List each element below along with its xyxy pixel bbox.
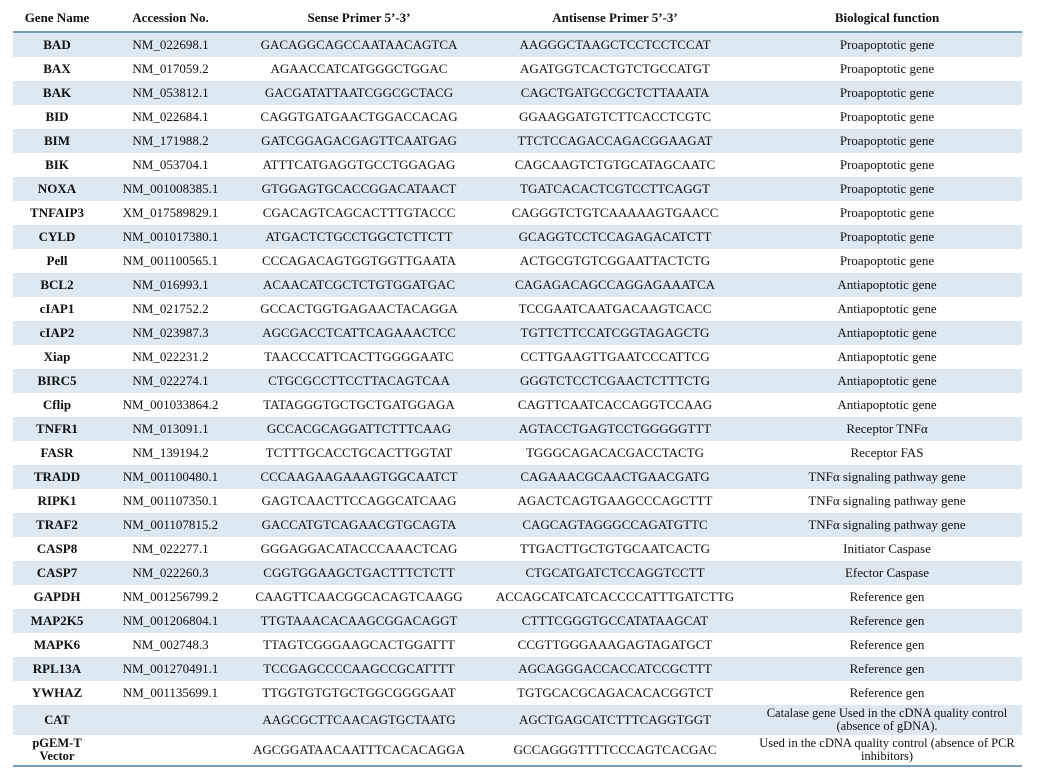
sense-primer-cell: AGAACCATCATGGGCTGGAC — [270, 61, 448, 76]
accession-cell: NM_017059.2 — [132, 61, 209, 76]
table-row — [13, 585, 1022, 609]
gene-name-cell: cIAP1 — [39, 301, 75, 316]
gene-name-cell: CASP7 — [13, 561, 101, 585]
function-cell: Receptor TNFα — [752, 417, 1022, 441]
antisense-primer-cell: CAGCAAGTCTGTGCATAGCAATC — [514, 157, 716, 172]
accession-cell: NM_001008385.1 — [101, 177, 240, 201]
function-cell: Proapoptotic gene — [839, 205, 935, 220]
table-row — [13, 369, 1022, 393]
accession-cell: NM_053704.1 — [132, 157, 209, 172]
table-header — [13, 4, 1022, 32]
accession-cell: NM_001270491.1 — [101, 657, 240, 681]
table-row — [13, 129, 1022, 153]
gene-name-cell: pGEM-T Vector — [13, 735, 101, 766]
gene-name-cell: BID — [45, 109, 69, 124]
sense-primer-cell: ACAACATCGCTCTGTGGATGAC — [240, 273, 478, 297]
gene-name-cell: TNFAIP3 — [30, 205, 84, 220]
sense-primer-cell: AGCGGATAACAATTTCACACAGGA — [240, 735, 478, 766]
header-row — [13, 4, 1022, 32]
accession-cell: NM_001135699.1 — [122, 685, 219, 700]
table-row — [13, 321, 1022, 345]
antisense-primer-cell: AGATGGTCACTGTCTGCCATGT — [520, 61, 710, 76]
accession-cell: NM_022260.3 — [101, 561, 240, 585]
table-row — [13, 57, 1022, 81]
sense-primer-cell: TTGTAAACACAAGCGGACAGGT — [240, 609, 478, 633]
function-cell: Reference gen — [849, 685, 925, 700]
table-row — [13, 657, 1022, 681]
sense-primer-cell: TTGGTGTGTGCTGGCGGGGAAT — [262, 685, 456, 700]
antisense-primer-cell: AGTACCTGAGTCCTGGGGGTTT — [478, 417, 752, 441]
gene-name-cell: YWHAZ — [31, 685, 83, 700]
function-cell: Proapoptotic gene — [752, 81, 1022, 105]
gene-name-cell: RPL13A — [13, 657, 101, 681]
antisense-primer-cell: CAGTTCAATCACCAGGTCCAAG — [517, 397, 713, 412]
function-cell: Catalase gene Used in the cDNA quality control (absence of gDNA). — [752, 705, 1022, 735]
function-cell: Proapoptotic gene — [839, 109, 935, 124]
accession-cell: NM_022698.1 — [101, 32, 240, 57]
antisense-primer-cell: GCCAGGGTTTTCCCAGTCACGAC — [478, 735, 752, 766]
function-cell: Antiapoptotic gene — [752, 369, 1022, 393]
antisense-primer-cell: AGCTGAGCATCTTTCAGGTGGT — [478, 705, 752, 735]
sense-primer-cell: GCCACGCAGGATTCTTTCAAG — [240, 417, 478, 441]
table-row — [13, 609, 1022, 633]
sense-primer-cell: CCCAAGAAGAAAGTGGCAATCT — [240, 465, 478, 489]
function-cell: Proapoptotic gene — [752, 32, 1022, 57]
gene-name-cell: FASR — [40, 445, 74, 460]
sense-primer-cell: CGACAGTCAGCACTTTGTACCC — [262, 205, 456, 220]
accession-cell: NM_053812.1 — [101, 81, 240, 105]
sense-primer-cell: GACCATGTCAGAACGTGCAGTA — [240, 513, 478, 537]
table-row — [13, 561, 1022, 585]
table-row — [13, 393, 1022, 417]
antisense-primer-cell: AAGGGCTAAGCTCCTCCTCCAT — [478, 32, 752, 57]
function-cell: Antiapoptotic gene — [837, 349, 937, 364]
header-accession: Accession No. — [101, 4, 240, 32]
antisense-primer-cell: GCAGGTCCTCCAGAGACATCTT — [478, 225, 752, 249]
function-cell: Proapoptotic gene — [752, 129, 1022, 153]
antisense-primer-cell: CAGCAGTAGGGCCAGATGTTC — [478, 513, 752, 537]
accession-cell: NM_022274.1 — [101, 369, 240, 393]
antisense-primer-cell: CCGTTGGGAAAGAGTAGATGCT — [517, 637, 713, 652]
gene-name-cell: BAX — [43, 61, 71, 76]
function-cell: Proapoptotic gene — [839, 61, 935, 76]
function-cell: Reference gen — [752, 657, 1022, 681]
header-antisense-primer: Antisense Primer 5’-3’ — [478, 4, 752, 32]
sense-primer-cell: CAAGTTCAACGGCACAGTCAAGG — [255, 589, 463, 604]
accession-cell: NM_022277.1 — [132, 541, 209, 556]
function-cell: Antiapoptotic gene — [752, 321, 1022, 345]
accession-cell: NM_001100565.1 — [122, 253, 219, 268]
gene-name-cell: TNFR1 — [13, 417, 101, 441]
gene-name-cell: Pell — [46, 253, 68, 268]
gene-name-cell: BIRC5 — [13, 369, 101, 393]
accession-cell: NM_001033864.2 — [122, 397, 219, 412]
primer-table — [13, 4, 1022, 767]
sense-primer-cell: TCTTTGCACCTGCACTTGGTAT — [265, 445, 453, 460]
header-gene-name: Gene Name — [13, 4, 101, 32]
accession-cell — [101, 705, 240, 735]
table-row — [13, 441, 1022, 465]
table-row — [13, 633, 1022, 657]
accession-cell: NM_016993.1 — [101, 273, 240, 297]
gene-name-cell: BIM — [13, 129, 101, 153]
accession-cell: NM_001107350.1 — [122, 493, 219, 508]
antisense-primer-cell: GGAAGGATGTCTTCACCTCGTC — [518, 109, 712, 124]
function-cell: Proapoptotic gene — [752, 225, 1022, 249]
function-cell: TNFα signaling pathway gene — [808, 493, 966, 508]
antisense-primer-cell: CCTTGAAGTTGAATCCCATTCG — [520, 349, 710, 364]
sense-primer-cell: GTGGAGTGCACCGGACATAACT — [240, 177, 478, 201]
sense-primer-cell: TATAGGGTGCTGCTGATGGAGA — [263, 397, 455, 412]
sense-primer-cell: GCCACTGGTGAGAACTACAGGA — [260, 301, 458, 316]
table-row — [13, 705, 1022, 735]
gene-name-cell: MAP2K5 — [13, 609, 101, 633]
accession-cell: NM_021752.2 — [132, 301, 209, 316]
function-cell: Proapoptotic gene — [839, 157, 935, 172]
gene-name-cell: BCL2 — [13, 273, 101, 297]
gene-name-cell: BAD — [13, 32, 101, 57]
sense-primer-cell: GACGATATTAATCGGCGCTACG — [240, 81, 478, 105]
table-body — [13, 32, 1022, 766]
accession-cell: NM_001256799.2 — [122, 589, 219, 604]
antisense-primer-cell: AGACTCAGTGAAGCCCAGCTTT — [517, 493, 713, 508]
gene-name-cell: Xiap — [43, 349, 71, 364]
antisense-primer-cell: CAGGGTCTGTCAAAAAGTGAACC — [511, 205, 719, 220]
antisense-primer-cell: CTGCATGATCTCCAGGTCCTT — [478, 561, 752, 585]
function-cell: TNFα signaling pathway gene — [752, 465, 1022, 489]
sense-primer-cell: CGGTGGAAGCTGACTTTCTCTT — [240, 561, 478, 585]
antisense-primer-cell: CAGAGACAGCCAGGAGAAATCA — [478, 273, 752, 297]
sense-primer-cell: TCCGAGCCCCAAGCCGCATTTT — [240, 657, 478, 681]
table-row — [13, 513, 1022, 537]
table-row — [13, 297, 1022, 321]
function-cell: Proapoptotic gene — [839, 253, 935, 268]
accession-cell: XM_017589829.1 — [122, 205, 219, 220]
sense-primer-cell: AAGCGCTTCAACAGTGCTAATG — [240, 705, 478, 735]
function-cell: Reference gen — [752, 609, 1022, 633]
table-row — [13, 489, 1022, 513]
function-cell: Efector Caspase — [752, 561, 1022, 585]
accession-cell: NM_023987.3 — [101, 321, 240, 345]
table-row — [13, 465, 1022, 489]
table-row — [13, 225, 1022, 249]
function-cell: Antiapoptotic gene — [837, 397, 937, 412]
gene-name-cell: BAK — [13, 81, 101, 105]
sense-primer-cell: ATTTCATGAGGTGCCTGGAGAG — [262, 157, 456, 172]
sense-primer-cell: CCCAGACAGTGGTGGTTGAATA — [262, 253, 456, 268]
sense-primer-cell: GAGTCAACTTCCAGGCATCAAG — [261, 493, 457, 508]
function-cell: Reference gen — [849, 637, 925, 652]
accession-cell: NM_139194.2 — [132, 445, 209, 460]
table-row — [13, 345, 1022, 369]
antisense-primer-cell: CTTTCGGGTGCCATATAAGCAT — [478, 609, 752, 633]
antisense-primer-cell: ACCAGCATCATCACCCCATTTGATCTTG — [495, 589, 735, 604]
gene-name-cell: Cflip — [42, 397, 72, 412]
gene-name-cell: cIAP2 — [13, 321, 101, 345]
table-row — [13, 537, 1022, 561]
table-row — [13, 681, 1022, 705]
sense-primer-cell: GATCGGAGACGAGTTCAATGAG — [240, 129, 478, 153]
function-cell: Receptor FAS — [850, 445, 924, 460]
sense-primer-cell: GACAGGCAGCCAATAACAGTCA — [240, 32, 478, 57]
accession-cell: NM_001107815.2 — [101, 513, 240, 537]
function-cell: Antiapoptotic gene — [752, 273, 1022, 297]
table-row — [13, 417, 1022, 441]
accession-cell: NM_022231.2 — [132, 349, 209, 364]
primer-table-container — [13, 4, 1022, 767]
accession-cell: NM_022684.1 — [132, 109, 209, 124]
antisense-primer-cell: GGGTCTCCTCGAACTCTTTCTG — [478, 369, 752, 393]
table-row — [13, 273, 1022, 297]
gene-name-cell: TRADD — [13, 465, 101, 489]
accession-cell: NM_002748.3 — [132, 637, 209, 652]
gene-name-cell: TRAF2 — [13, 513, 101, 537]
gene-name-cell: BIK — [45, 157, 69, 172]
antisense-primer-cell: AGCAGGGACCACCATCCGCTTT — [478, 657, 752, 681]
table-row — [13, 153, 1022, 177]
table-row — [13, 32, 1022, 57]
function-cell: Proapoptotic gene — [752, 177, 1022, 201]
gene-name-cell: GAPDH — [33, 589, 81, 604]
antisense-primer-cell: CAGCTGATGCCGCTCTTAAATA — [478, 81, 752, 105]
antisense-primer-cell: TGTGCACGCAGACACACGGTCT — [517, 685, 713, 700]
gene-name-cell: RIPK1 — [37, 493, 77, 508]
gene-name-cell: CAT — [13, 705, 101, 735]
table-row — [13, 735, 1022, 766]
antisense-primer-cell: CAGAAACGCAACTGAACGATG — [478, 465, 752, 489]
gene-name-cell: NOXA — [13, 177, 101, 201]
accession-cell: NM_001100480.1 — [101, 465, 240, 489]
function-cell: Initiator Caspase — [843, 541, 931, 556]
antisense-primer-cell: TGATCACACTCGTCCTTCAGGT — [478, 177, 752, 201]
gene-name-cell: CASP8 — [36, 541, 78, 556]
header-biological-function: Biological function — [752, 4, 1022, 32]
accession-cell: NM_013091.1 — [101, 417, 240, 441]
table-row — [13, 105, 1022, 129]
function-cell: TNFα signaling pathway gene — [752, 513, 1022, 537]
sense-primer-cell: CAGGTGATGAACTGGACCACAG — [260, 109, 458, 124]
gene-name-cell: MAPK6 — [33, 637, 81, 652]
sense-primer-cell: TAACCCATTCACTTGGGGAATC — [264, 349, 454, 364]
table-row — [13, 249, 1022, 273]
sense-primer-cell: ATGACTCTGCCTGGCTCTTCTT — [240, 225, 478, 249]
table-row — [13, 177, 1022, 201]
antisense-primer-cell: TTCTCCAGACCAGACGGAAGAT — [478, 129, 752, 153]
table-row — [13, 201, 1022, 225]
accession-cell: NM_001206804.1 — [101, 609, 240, 633]
header-sense-primer: Sense Primer 5’-3’ — [240, 4, 478, 32]
function-cell: Used in the cDNA quality control (absence of PCR inhibitors) — [752, 735, 1022, 766]
antisense-primer-cell: ACTGCGTGTCGGAATTACTCTG — [519, 253, 711, 268]
antisense-primer-cell: TTGACTTGCTGTGCAATCACTG — [520, 541, 710, 556]
sense-primer-cell: CTGCGCCTTCCTTACAGTCAA — [240, 369, 478, 393]
sense-primer-cell: GGGAGGACATACCCAAACTCAG — [260, 541, 458, 556]
accession-cell: NM_001017380.1 — [101, 225, 240, 249]
function-cell: Reference gen — [849, 589, 925, 604]
antisense-primer-cell: TGGGCAGACACGACCTACTG — [525, 445, 705, 460]
gene-name-cell: CYLD — [13, 225, 101, 249]
antisense-primer-cell: TGTTCTTCCATCGGTAGAGCTG — [478, 321, 752, 345]
sense-primer-cell: AGCGACCTCATTCAGAAACTCC — [240, 321, 478, 345]
accession-cell: NM_171988.2 — [101, 129, 240, 153]
table-row — [13, 81, 1022, 105]
antisense-primer-cell: TCCGAATCAATGACAAGTCACC — [518, 301, 712, 316]
function-cell: Antiapoptotic gene — [837, 301, 937, 316]
accession-cell — [101, 735, 240, 766]
sense-primer-cell: TTAGTCGGGAAGCACTGGATTT — [263, 637, 455, 652]
